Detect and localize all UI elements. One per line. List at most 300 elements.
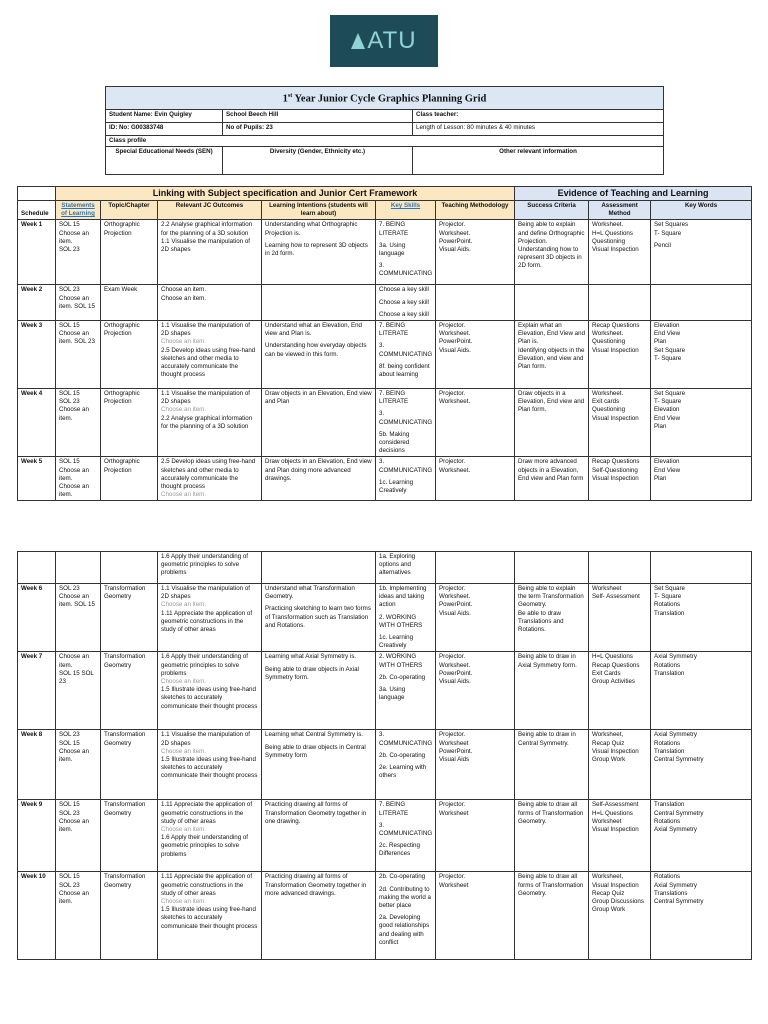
statement-item[interactable]: SOL 15 [59, 458, 80, 466]
cell-methodology [436, 800, 515, 872]
key-skill-item[interactable]: 2c. Respecting Differences [379, 842, 420, 858]
assessment-item: Group Discussions [592, 898, 644, 906]
key-word-item: Axial Symmetry [654, 826, 697, 834]
methodology-item: Projector. [439, 585, 466, 592]
statement-item[interactable]: SOL 23 [59, 809, 80, 817]
cell-topic [101, 220, 158, 285]
cell-methodology [436, 652, 515, 730]
statement-item[interactable]: Choose an item. [59, 889, 89, 906]
week-label: Week 6 [21, 585, 43, 592]
cell-methodology [436, 730, 515, 800]
methodology-item: Visual Aids. [439, 346, 471, 354]
outcome-item[interactable]: 1.1 Visualise the manipulation of 2D shapes [161, 390, 250, 406]
key-word-item: End View [654, 466, 681, 474]
outcome-item[interactable]: Choose an item. [161, 898, 207, 906]
statement-item[interactable]: SOL 23 [59, 286, 80, 294]
cell-statements [56, 321, 101, 389]
cell-success [515, 285, 589, 321]
cell-outcomes [158, 285, 262, 321]
key-skill-item[interactable]: 7. BEING LITERATE [379, 801, 409, 817]
success-item: Being able to draw all forms of Transformation Geometry. [518, 873, 584, 897]
key-skill-item[interactable]: 1b. Implementing ideas and taking action [379, 585, 427, 609]
statement-item[interactable]: SOL 23 [59, 731, 80, 739]
statements-link[interactable]: Statements of Learning [61, 202, 95, 218]
key-skill-item[interactable]: 1c. Learning Creatively [379, 478, 414, 495]
key-skill-item[interactable]: 3. COMMUNICATING [379, 821, 433, 838]
outcome-item[interactable]: 1.1 Visualise the manipulation of 2D shapes [161, 322, 250, 338]
cell-statements [56, 285, 101, 321]
assessment-item: Self-Assessment [592, 801, 639, 809]
outcome-item[interactable]: 2.5 Develop ideas using free-hand sketches and other media to accurately communicate the thought process [161, 458, 256, 491]
outcome-item[interactable]: 1.6 Apply their understanding of geometric principles to solve problems [161, 553, 249, 577]
cell-intentions [262, 321, 376, 389]
cell-outcomes [158, 730, 262, 800]
outcome-item[interactable]: 1.5 Illustrate ideas using free-hand sketches to accurately communicate their thought process [161, 686, 258, 710]
statement-item[interactable]: SOL 15 [59, 873, 80, 881]
methodology-item: Projector. [439, 873, 466, 881]
outcome-item[interactable]: 1.11 Appreciate the application of geometric constructions in the study of other areas [161, 873, 253, 897]
key-word-item: Central Symmetry [654, 756, 704, 764]
cell-key-skills [376, 730, 436, 800]
key-word-item: Elevation [654, 322, 680, 330]
key-word-item: Axial Symmetry [654, 731, 697, 739]
planning-grid-header [105, 86, 664, 175]
outcome-item[interactable]: 1.5 Illustrate ideas using free-hand sketches to accurately communicate their thought process [161, 756, 258, 780]
assessment-item: Exit cards [592, 398, 620, 406]
key-word-item: Axial Symmetry [654, 881, 697, 889]
key-skill-item[interactable]: Choose a key skill [379, 310, 429, 318]
week-label: Week 10 [21, 873, 46, 881]
outcome-item[interactable]: Choose an item. [161, 747, 207, 755]
cell-outcomes [158, 220, 262, 285]
table-row [18, 584, 752, 652]
outcome-item[interactable]: 1.11 Appreciate the application of geometric constructions in the study of other areas [161, 801, 253, 825]
key-word-item: T- Square [654, 229, 682, 237]
cell-outcomes [158, 389, 262, 457]
cell-topic [101, 552, 158, 584]
col-methodology: Teaching Methodology [436, 201, 515, 220]
cell-success [515, 220, 589, 285]
success-item: Being able to draw all forms of Transformation Geometry. [518, 801, 584, 825]
cell-week [18, 872, 56, 960]
outcome-item[interactable]: Choose an item. [161, 406, 207, 414]
key-skill-item[interactable]: 2b. Co-operating [379, 673, 426, 681]
key-word-item: Rotations [654, 661, 681, 669]
assessment-item: Group Work [592, 906, 626, 914]
outcome-item[interactable]: Choose an item. [161, 601, 207, 609]
assessment-item: Group Work [592, 756, 626, 764]
outcome-item[interactable]: 1.11 Appreciate the application of geometric constructions in the study of other areas [161, 609, 253, 634]
key-skill-item[interactable]: 2b. Co-operating [379, 873, 426, 881]
week-label: Week 2 [21, 286, 43, 294]
key-skill-item[interactable]: 7. BEING LITERATE [379, 221, 409, 237]
week-label: Week 3 [21, 322, 43, 330]
outcome-item[interactable]: 2.5 Develop ideas using free-hand sketches and other media to accurately communicate the thought process [161, 346, 256, 379]
statement-item[interactable]: Choose an item. [59, 466, 89, 482]
key-word-item: Translations [654, 889, 688, 897]
statement-item[interactable]: SOL 15 [59, 801, 80, 809]
cell-intentions [262, 220, 376, 285]
cell-success [515, 652, 589, 730]
intention-item: Practicing sketching to learn two forms of Transformation such as Translation and Rotations. [265, 605, 371, 629]
cell-week [18, 730, 56, 800]
key-skill-item[interactable]: 7. BEING LITERATE [379, 390, 409, 406]
cell-key-words [651, 800, 752, 872]
statement-item[interactable]: SOL 23 [59, 585, 80, 592]
cell-assessment [589, 800, 651, 872]
cell-week [18, 389, 56, 457]
cell-outcomes [158, 457, 262, 501]
col-topic: Topic/Chapter [101, 201, 158, 220]
key-skills-link[interactable]: Key Skills [390, 202, 421, 209]
cell-week [18, 552, 56, 584]
intention-item: Understand what Transformation Geometry. [265, 585, 355, 601]
cell-key-words [651, 457, 752, 501]
class-profile: Class profile [106, 135, 664, 146]
assessment-item: Worksheet. [592, 221, 624, 229]
table-row [18, 389, 752, 457]
student-name: Student Name: Evin Quigley [106, 109, 223, 122]
col-intentions: Learning Intentions (students will learn about) [262, 201, 376, 220]
planning-grid-part-2 [17, 551, 752, 960]
cell-topic [101, 652, 158, 730]
outcome-item[interactable]: Choose an item. [161, 286, 207, 294]
cell-key-skills [376, 652, 436, 730]
key-word-item: Set Square [654, 390, 686, 398]
pupil-count: No of Pupils: 23 [223, 122, 413, 135]
atu-logo [330, 15, 438, 67]
key-word-item: Rotations [654, 739, 681, 747]
key-word-item: End View [654, 414, 681, 422]
assessment-item: Worksheet, [592, 731, 624, 739]
statement-item[interactable]: SOL 15 [59, 739, 80, 747]
blank-corner [18, 187, 56, 201]
cell-methodology [436, 872, 515, 960]
cell-key-skills [376, 584, 436, 652]
key-skill-item[interactable]: 1c. Learning Creatively [379, 634, 414, 650]
statement-item[interactable]: SOL 15 SOL 23 [59, 669, 94, 686]
page-title: 1st Year Junior Cycle Graphics Planning Grid [106, 87, 664, 110]
assessment-item: Recap Quiz [592, 739, 625, 747]
key-word-item: Set Squares [654, 221, 689, 229]
key-word-item: Plan [654, 338, 667, 346]
success-item: Identifying objects in the Elevation, end view and Plan form. [518, 346, 585, 371]
cell-week [18, 584, 56, 652]
topic-item: Transformation Geometry [104, 585, 146, 601]
assessment-item: Visual Inspection [592, 346, 639, 354]
methodology-item: Projector. [439, 322, 466, 330]
statement-item[interactable]: Choose an item. [59, 747, 89, 764]
statement-item[interactable]: Choose an item. SOL 15 [59, 294, 95, 310]
cell-topic [101, 457, 158, 501]
key-word-item: Plan [654, 474, 667, 482]
methodology-item: Worksheet. [439, 593, 471, 601]
intention-item: Being able to draw objects in Central Symmetry form [265, 743, 366, 759]
col-assessment: Assessment Method [589, 201, 651, 220]
key-word-item: Central Symmetry [654, 809, 704, 817]
methodology-item: Worksheet. [439, 398, 471, 406]
cell-key-words [651, 552, 752, 584]
key-skill-item[interactable]: 2. WORKING WITH OTHERS [379, 613, 423, 629]
cell-week [18, 800, 56, 872]
cell-assessment [589, 730, 651, 800]
week-label: Week 7 [21, 653, 43, 661]
statement-item[interactable]: Choose an item. [59, 483, 89, 499]
outcome-item[interactable]: 1.6 Apply their understanding of geometric principles to solve problems [161, 653, 249, 677]
col-key-words: Key Words [651, 201, 752, 220]
assessment-item: H=L Questions [592, 229, 633, 237]
col-key-skills [376, 201, 436, 220]
cell-assessment [589, 220, 651, 285]
cell-methodology [436, 285, 515, 321]
key-skill-item[interactable]: 1a. Exploring options and alternatives [379, 553, 416, 577]
intention-item: Understanding what Orthographic Projection is. [265, 221, 358, 237]
week-label: Week 1 [21, 221, 43, 229]
topic-item: Orthographic Projection [104, 221, 140, 237]
cell-key-words [651, 652, 752, 730]
key-skill-item[interactable]: 8f. being confident about learning [379, 362, 430, 379]
cell-topic [101, 800, 158, 872]
assessment-item: Questioning [592, 237, 626, 245]
statement-item[interactable]: Choose an item. [59, 653, 89, 669]
key-word-item: T- Square [654, 593, 682, 601]
other-info-heading: Other relevant information [413, 146, 664, 174]
key-word-item: Translation [654, 747, 685, 755]
key-skill-item[interactable]: 2b. Co-operating [379, 751, 426, 759]
assessment-item: Self-Questioning [592, 466, 638, 474]
key-skill-item[interactable]: 5b. Making considered decisions [379, 430, 410, 455]
intention-item: Draw objects in an Elevation, End view and Plan [265, 390, 372, 406]
assessment-item: Worksheet. [592, 330, 624, 338]
cell-assessment [589, 321, 651, 389]
cell-intentions [262, 872, 376, 960]
statement-item[interactable]: Choose an item. SOL 23 [59, 330, 95, 346]
key-skill-item[interactable]: 2a. Developing good relationships and dealing with conflict [379, 914, 430, 946]
outcome-item[interactable]: 1.6 Apply their understanding of geometric principles to solve problems [161, 834, 249, 858]
statement-item[interactable]: SOL 23 [59, 398, 80, 406]
cell-topic [101, 321, 158, 389]
cell-key-skills [376, 552, 436, 584]
cell-key-skills [376, 800, 436, 872]
key-skill-item[interactable]: 2. WORKING WITH OTHERS [379, 653, 423, 669]
methodology-item: PowerPoint. [439, 338, 473, 346]
cell-statements [56, 457, 101, 501]
statement-item[interactable]: Choose an item. [59, 817, 89, 834]
assessment-item: Visual Inspection [592, 246, 639, 254]
key-word-item: Translation [654, 609, 685, 617]
cell-week [18, 457, 56, 501]
planning-grid-part-1 [17, 186, 752, 501]
success-item: Being able to draw in Axial Symmetry form. [518, 653, 577, 669]
key-skill-item[interactable]: 7. BEING LITERATE [379, 322, 409, 338]
key-skill-item[interactable]: Choose a key skill [379, 286, 429, 294]
key-skill-item[interactable]: 3. COMMUNICATING [379, 458, 433, 474]
statement-item[interactable]: Choose an item. [59, 229, 89, 245]
methodology-item: Projector. [439, 801, 466, 809]
key-skill-item[interactable]: 2e. Learning with others [379, 764, 427, 780]
cell-week [18, 321, 56, 389]
assessment-item: Self- Assessment [592, 593, 640, 601]
cell-key-skills [376, 285, 436, 321]
outcome-item[interactable]: 1.1 Visualise the manipulation of 2D shapes [161, 585, 250, 601]
assessment-item: Visual Inspection [592, 747, 639, 755]
outcome-item[interactable]: Choose an item. [161, 491, 207, 499]
assessment-item: Recap Questions [592, 458, 640, 466]
lesson-length: Length of Lesson: 80 minutes & 40 minutes [413, 122, 664, 135]
cell-assessment [589, 652, 651, 730]
key-skill-item[interactable]: 2d. Contributing to making the world a better place [379, 885, 431, 910]
assessment-item: H=L Questions [592, 809, 633, 817]
assessment-item: Worksheet, [592, 873, 624, 881]
cell-statements [56, 730, 101, 800]
methodology-item: Worksheet. [439, 661, 471, 669]
methodology-item: Worksheet [439, 881, 469, 889]
outcome-item[interactable]: 1.1 Visualise the manipulation of 2D shapes [161, 731, 250, 747]
table-row [18, 321, 752, 389]
outcome-item[interactable]: Choose an item. [161, 294, 207, 302]
logo-text: ATU [367, 27, 417, 54]
cell-assessment [589, 457, 651, 501]
statement-item[interactable]: SOL 15 [59, 322, 80, 330]
cell-statements [56, 584, 101, 652]
topic-item: Transformation Geometry [104, 801, 146, 817]
cell-key-words [651, 730, 752, 800]
key-skill-item[interactable]: 3. COMMUNICATING [379, 262, 433, 278]
key-skill-item[interactable]: 3. COMMUNICATING [379, 342, 433, 358]
key-skill-item[interactable]: 3. COMMUNICATING [379, 731, 433, 747]
cell-key-words [651, 285, 752, 321]
methodology-item: PowerPoint. [439, 237, 473, 245]
cell-success [515, 800, 589, 872]
statement-item[interactable]: SOL 15 [59, 390, 80, 398]
key-skill-item[interactable]: Choose a key skill [379, 298, 429, 306]
week-label: Week 5 [21, 458, 43, 466]
assessment-item: Recap Questions [592, 322, 640, 330]
cell-week [18, 285, 56, 321]
statement-item[interactable]: SOL 23 [59, 246, 80, 254]
assessment-item: Worksheet. [592, 390, 624, 398]
cell-week [18, 652, 56, 730]
cell-assessment [589, 584, 651, 652]
key-skill-item[interactable]: 3a. Using language [379, 241, 406, 258]
cell-topic [101, 285, 158, 321]
cell-key-words [651, 389, 752, 457]
topic-item: Transformation Geometry [104, 653, 146, 669]
table-row [18, 800, 752, 872]
statement-item[interactable]: Choose an item. SOL 15 [59, 593, 95, 609]
intention-item: Learning what Central Symmetry is. [265, 731, 364, 739]
grid-1-body [18, 220, 752, 501]
table-row [18, 552, 752, 584]
key-skill-item[interactable]: 3. COMMUNICATING [379, 410, 433, 426]
intention-item: Understanding how everyday objects can be viewed in this form. [265, 342, 367, 358]
key-word-item: T- Square [654, 354, 682, 362]
outcome-item[interactable]: Choose an item. [161, 826, 207, 834]
table-row [18, 872, 752, 960]
cell-key-skills [376, 220, 436, 285]
col-statements [56, 201, 101, 220]
cell-key-words [651, 321, 752, 389]
cell-statements [56, 800, 101, 872]
assessment-item: Group Activities [592, 678, 635, 686]
assessment-item: Visual Inspection [592, 414, 639, 422]
cell-outcomes [158, 800, 262, 872]
cell-key-skills [376, 457, 436, 501]
key-word-item: Translation [654, 669, 685, 677]
cell-intentions [262, 285, 376, 321]
key-skill-item[interactable]: 3a. Using language [379, 686, 406, 702]
assessment-item: Recap Questions [592, 661, 640, 669]
assessment-item: Worksheet [592, 585, 622, 592]
methodology-item: Worksheet [439, 809, 469, 817]
topic-item: Transformation Geometry [104, 873, 146, 889]
cell-statements [56, 652, 101, 730]
table-row [18, 285, 752, 321]
cell-assessment [589, 389, 651, 457]
cell-week [18, 220, 56, 285]
cell-methodology [436, 584, 515, 652]
outcome-item[interactable]: Choose an item. [161, 338, 207, 346]
methodology-item: PowerPoint. [439, 601, 473, 609]
success-item: Being able to draw in Central Symmetry. [518, 731, 576, 747]
methodology-item: Worksheet. [439, 466, 471, 474]
cell-topic [101, 584, 158, 652]
methodology-item: Projector. [439, 653, 466, 661]
cell-outcomes [158, 872, 262, 960]
methodology-item: Worksheet. [439, 330, 471, 338]
topic-item: Orthographic Projection [104, 322, 140, 338]
methodology-item: Projector. [439, 731, 466, 739]
logo-mark-icon [351, 33, 365, 49]
table-row [18, 457, 752, 501]
outcome-item[interactable]: 2.2 Analyse graphical information for the planning of a 3D solution [161, 221, 253, 237]
methodology-item: Visual Aids. [439, 609, 471, 617]
assessment-item: Exit Cards [592, 669, 621, 677]
cell-methodology [436, 552, 515, 584]
week-label: Week 9 [21, 801, 43, 809]
cell-intentions [262, 730, 376, 800]
table-row [18, 652, 752, 730]
key-word-item: Axial Symmetry [654, 653, 697, 661]
success-item: Draw more advanced objects in a Elevation, End view and Plan form [518, 458, 584, 482]
cell-assessment [589, 285, 651, 321]
outcome-item[interactable]: 2.2 Analyse graphical information for the planning of a 3D solution [161, 414, 253, 430]
evidence-heading: Evidence of Teaching and Learning [515, 187, 752, 201]
cell-statements [56, 389, 101, 457]
col-schedule: Schedule [18, 201, 56, 220]
cell-outcomes [158, 321, 262, 389]
outcome-item[interactable]: 1.1 Visualise the manipulation of 2D shapes [161, 237, 250, 254]
intention-item: Learning how to represent 3D objects in 2d form. [265, 241, 368, 258]
outcome-item[interactable]: 1.5 Illustrate ideas using free-hand sketches to accurately communicate their thought process [161, 906, 258, 930]
class-teacher: Class teacher: [413, 109, 664, 122]
statement-item[interactable]: SOL 15 [59, 221, 80, 229]
intention-item: Practicing drawing all forms of Transformation Geometry together in more advanced drawings. [265, 873, 367, 897]
statement-item[interactable]: Choose an item. [59, 406, 89, 422]
diversity-heading: Diversity (Gender, Ethnicity etc.) [223, 146, 413, 174]
methodology-item: Visual Aids [439, 756, 470, 764]
cell-key-skills [376, 321, 436, 389]
linking-heading: Linking with Subject specification and Junior Cert Framework [56, 187, 515, 201]
statement-item[interactable]: SOL 23 [59, 881, 80, 889]
key-word-item: End View [654, 330, 681, 338]
cell-methodology [436, 457, 515, 501]
cell-outcomes [158, 584, 262, 652]
assessment-item: Questioning [592, 338, 626, 346]
sen-heading: Special Educational Needs (SEN) [106, 146, 223, 174]
outcome-item[interactable]: Choose an item. [161, 678, 207, 686]
assessment-item: Recap Quiz [592, 889, 625, 897]
